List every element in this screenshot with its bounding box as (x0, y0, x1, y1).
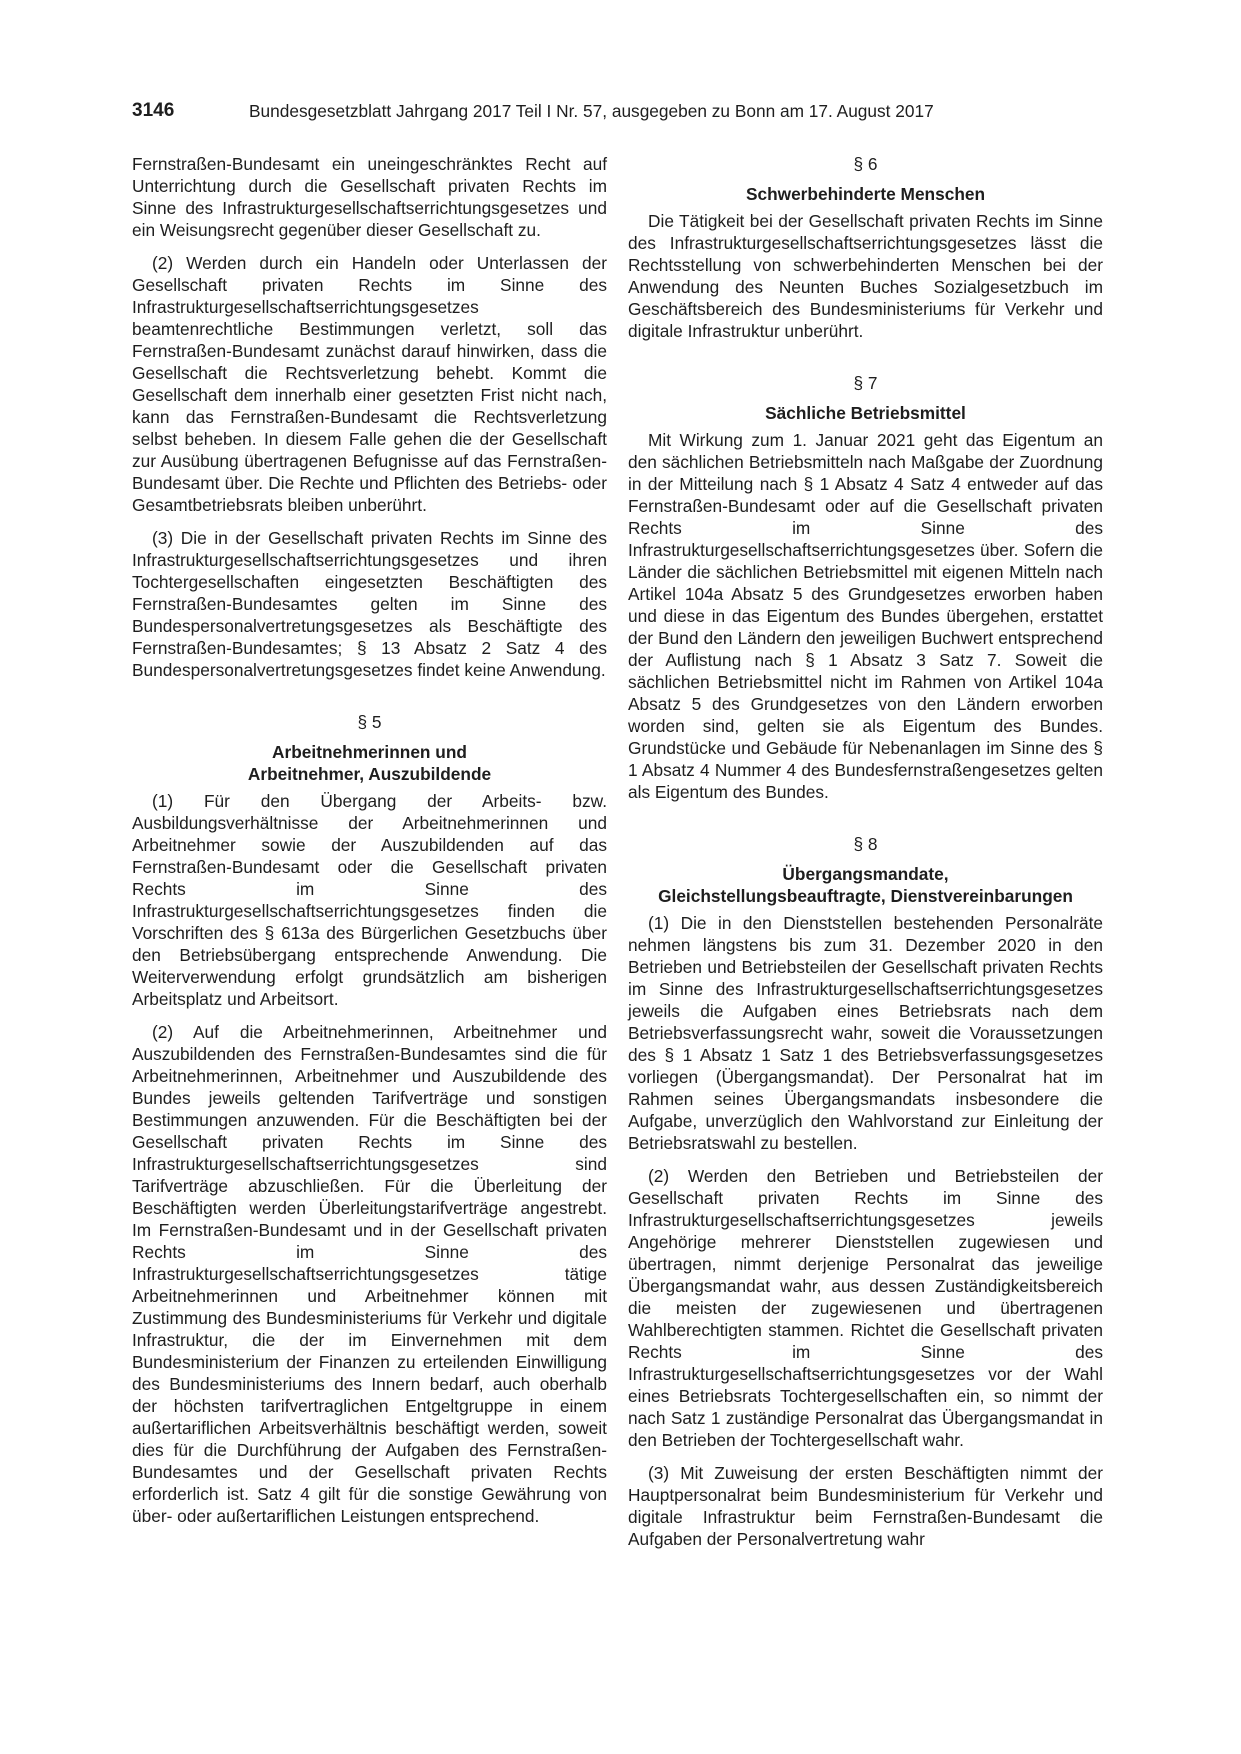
section-title: Schwerbehinderte Menschen (745, 184, 986, 204)
paragraph: (3) Mit Zuweisung der ersten Beschäftigten nimmt der Hauptpersonalrat beim Bundesministerium für Verkehr und digitale Infrastruktur beim Fernstraßen-Bundesamt die Aufgaben der Personalvertretung wahr (628, 1463, 1103, 1549)
paragraph: (1) Für den Übergang der Arbeits- bzw. Ausbildungsverhältnisse der Arbeitnehmerinnen und Arbeitnehmer sowie der Auszubildenden auf das Fernstraßen-Bundesamt oder die Gesellschaft privaten Rechts im Sinne des Infrastrukturgesellschaftserrichtungsgesetzes finden die Vorschriften des § 613a des Bürgerlichen Gesetzbuchs über den Betriebsübergang entsprechende Anwendung. Die Weiterverwendung erfolgt grundsätzlich am bisherigen Arbeitsplatz und Arbeitsort. (132, 791, 607, 1009)
left-column (132, 153, 607, 1538)
section-title: Übergangsmandate, (782, 864, 949, 884)
section-title: Arbeitnehmer, Auszubildende (247, 764, 492, 784)
section-title: Gleichstellungsbeauftragte, Dienstvereinbarungen (658, 886, 1073, 906)
section-title: Sächliche Betriebsmittel (765, 403, 966, 423)
running-title: Bundesgesetzblatt Jahrgang 2017 Teil I Nr. 57, ausgegeben zu Bonn am 17. August 2017 (249, 101, 934, 121)
paragraph: Die Tätigkeit bei der Gesellschaft privaten Rechts im Sinne des Infrastrukturgesellschaftserrichtungsgesetzes lässt die Rechtsstellung von schwerbehinderten Menschen bei der Anwendung des Neunten Buches Sozialgesetzbuch im Geschäftsbereich des Bundesministeriums für Verkehr und digitale Infrastruktur unberührt. (628, 211, 1103, 341)
page-header (132, 100, 1102, 126)
paragraph: (2) Werden den Betrieben und Betriebsteilen der Gesellschaft privaten Rechts im Sinne des Infrastrukturgesellschaftserrichtungsgesetzes jeweils Angehörige mehrerer Dienststellen zugewiesen und übertragen, nimmt derjenige Personalrat das jeweilige Übergangsmandat wahr, aus dessen Zuständigkeitsbereich die meisten der zugewiesenen und übertragenen Wahlberechtigten stammen. Richtet die Gesellschaft privaten Rechts im Sinne des Infrastrukturgesellschaftserrichtungsgesetzes vor der Wahl eines Betriebsrats Tochtergesellschaften ein, so nimmt der nach Satz 1 zuständige Personalrat das Übergangsmandat in den Betrieben der Tochtergesellschaft wahr. (628, 1166, 1103, 1450)
section-number: § 7 (853, 373, 878, 393)
paragraph: (3) Die in der Gesellschaft privaten Rechts im Sinne des Infrastrukturgesellschaftserrichtungsgesetzes und ihren Tochtergesellschaften eingesetzten Beschäftigten des Fernstraßen-Bundesamtes gelten im Sinne des Bundespersonalvertretungsgesetzes als Beschäftigte des Fernstraßen-Bundesamtes; § 13 Absatz 2 Satz 4 des Bundespersonalvertretungsgesetzes findet keine Anwendung. (132, 528, 607, 680)
section-number: § 6 (853, 154, 878, 174)
paragraph: (1) Die in den Dienststellen bestehenden Personalräte nehmen längstens bis zum 31. Dezember 2020 in den Betrieben und Betriebsteilen der Gesellschaft privaten Rechts im Sinne des Infrastrukturgesellschaftserrichtungsgesetzes jeweils die Aufgaben eines Betriebsrats nach dem Betriebsverfassungsrecht wahr, soweit die Voraussetzungen des § 1 Absatz 1 Satz 1 des Betriebsverfassungsgesetzes vorliegen (Übergangsmandat). Der Personalrat hat im Rahmen seines Übergangsmandats insbesondere die Aufgabe, unverzüglich den Wahlvorstand zur Einleitung der Betriebsratswahl zu bestellen. (628, 913, 1103, 1153)
page-number: 3146 (132, 100, 175, 121)
paragraph: Fernstraßen-Bundesamt ein uneingeschränktes Recht auf Unterrichtung durch die Gesellschaft privaten Rechts im Sinne des Infrastrukturgesellschaftserrichtungsgesetzes und ein Weisungsrecht gegenüber dieser Gesellschaft zu. (132, 154, 607, 240)
paragraph: (2) Werden durch ein Handeln oder Unterlassen der Gesellschaft privaten Rechts im Sinne des Infrastrukturgesellschaftserrichtungsgesetzes beamtenrechtliche Bestimmungen verletzt, soll das Fernstraßen-Bundesamt zunächst darauf hinwirken, dass die Gesellschaft die Rechtsverletzung behebt. Kommt die Gesellschaft dem innerhalb einer gesetzten Frist nicht nach, kann das Fernstraßen-Bundesamt die Rechtsverletzung selbst beheben. In diesem Falle gehen die der Gesellschaft zur Ausübung übertragenen Befugnisse auf das Fernstraßen-Bundesamt über. Die Rechte und Pflichten des Betriebs- oder Gesamtbetriebsrats bleiben unberührt. (132, 253, 607, 515)
section-title: Arbeitnehmerinnen und (272, 742, 467, 762)
paragraph: (2) Auf die Arbeitnehmerinnen, Arbeitnehmer und Auszubildenden des Fernstraßen-Bundesamtes sind die für Arbeitnehmerinnen, Arbeitnehmer und Auszubildende des Bundes jeweils geltenden Tarifverträge und sonstigen Bestimmungen anzuwenden. Für die Beschäftigten bei der Gesellschaft privaten Rechts im Sinne des Infrastrukturgesellschaftserrichtungsgesetzes sind Tarifverträge abzuschließen. Für die Überleitung der Beschäftigten werden Überleitungstarifverträge angestrebt. Im Fernstraßen-Bundesamt und in der Gesellschaft privaten Rechts im Sinne des Infrastrukturgesellschaftserrichtungsgesetzes tätige Arbeitnehmerinnen und Arbeitnehmer können mit Zustimmung des Bundesministeriums für Verkehr und digitale Infrastruktur, die der im Einvernehmen mit dem Bundesministerium der Finanzen zu erteilenden Einwilligung des Bundesministeriums des Innern bedarf, auch oberhalb der höchsten tarifvertraglichen Entgeltgruppe in einem außertariflichen Arbeitsverhältnis beschäftigt werden, soweit dies für die Durchführung der Aufgaben des Fernstraßen-Bundesamtes und der Gesellschaft privaten Rechts erforderlich ist. Satz 4 gilt für die sonstige Gewährung von über- oder außertariflichen Leistungen entsprechend. (132, 1022, 607, 1526)
section-number: § 5 (357, 712, 382, 732)
section-number: § 8 (853, 834, 878, 854)
right-column (628, 153, 1103, 1561)
paragraph: Mit Wirkung zum 1. Januar 2021 geht das Eigentum an den sächlichen Betriebsmitteln nach Maßgabe der Zuordnung in der Mitteilung nach § 1 Absatz 4 Satz 4 entweder auf das Fernstraßen-Bundesamt oder auf die Gesellschaft privaten Rechts im Sinne des Infrastrukturgesellschaftserrichtungsgesetzes über. Sofern die Länder die sächlichen Betriebsmittel mit eigenen Mitteln nach Artikel 104a Absatz 5 des Grundgesetzes erworben haben und diese in das Eigentum des Bundes übergehen, erstattet der Bund den Ländern den jeweiligen Buchwert entsprechend der Auflistung nach § 1 Absatz 3 Satz 7. Soweit die sächlichen Betriebsmittel nicht im Rahmen von Artikel 104a Absatz 5 des Grundgesetzes von den Ländern erworben worden sind, gelten sie als Eigentum des Bundes. Grundstücke und Gebäude für Nebenanlagen im Sinne des § 1 Absatz 4 Nummer 4 des Bundesfernstraßengesetzes gelten als Eigentum des Bundes. (628, 430, 1103, 802)
